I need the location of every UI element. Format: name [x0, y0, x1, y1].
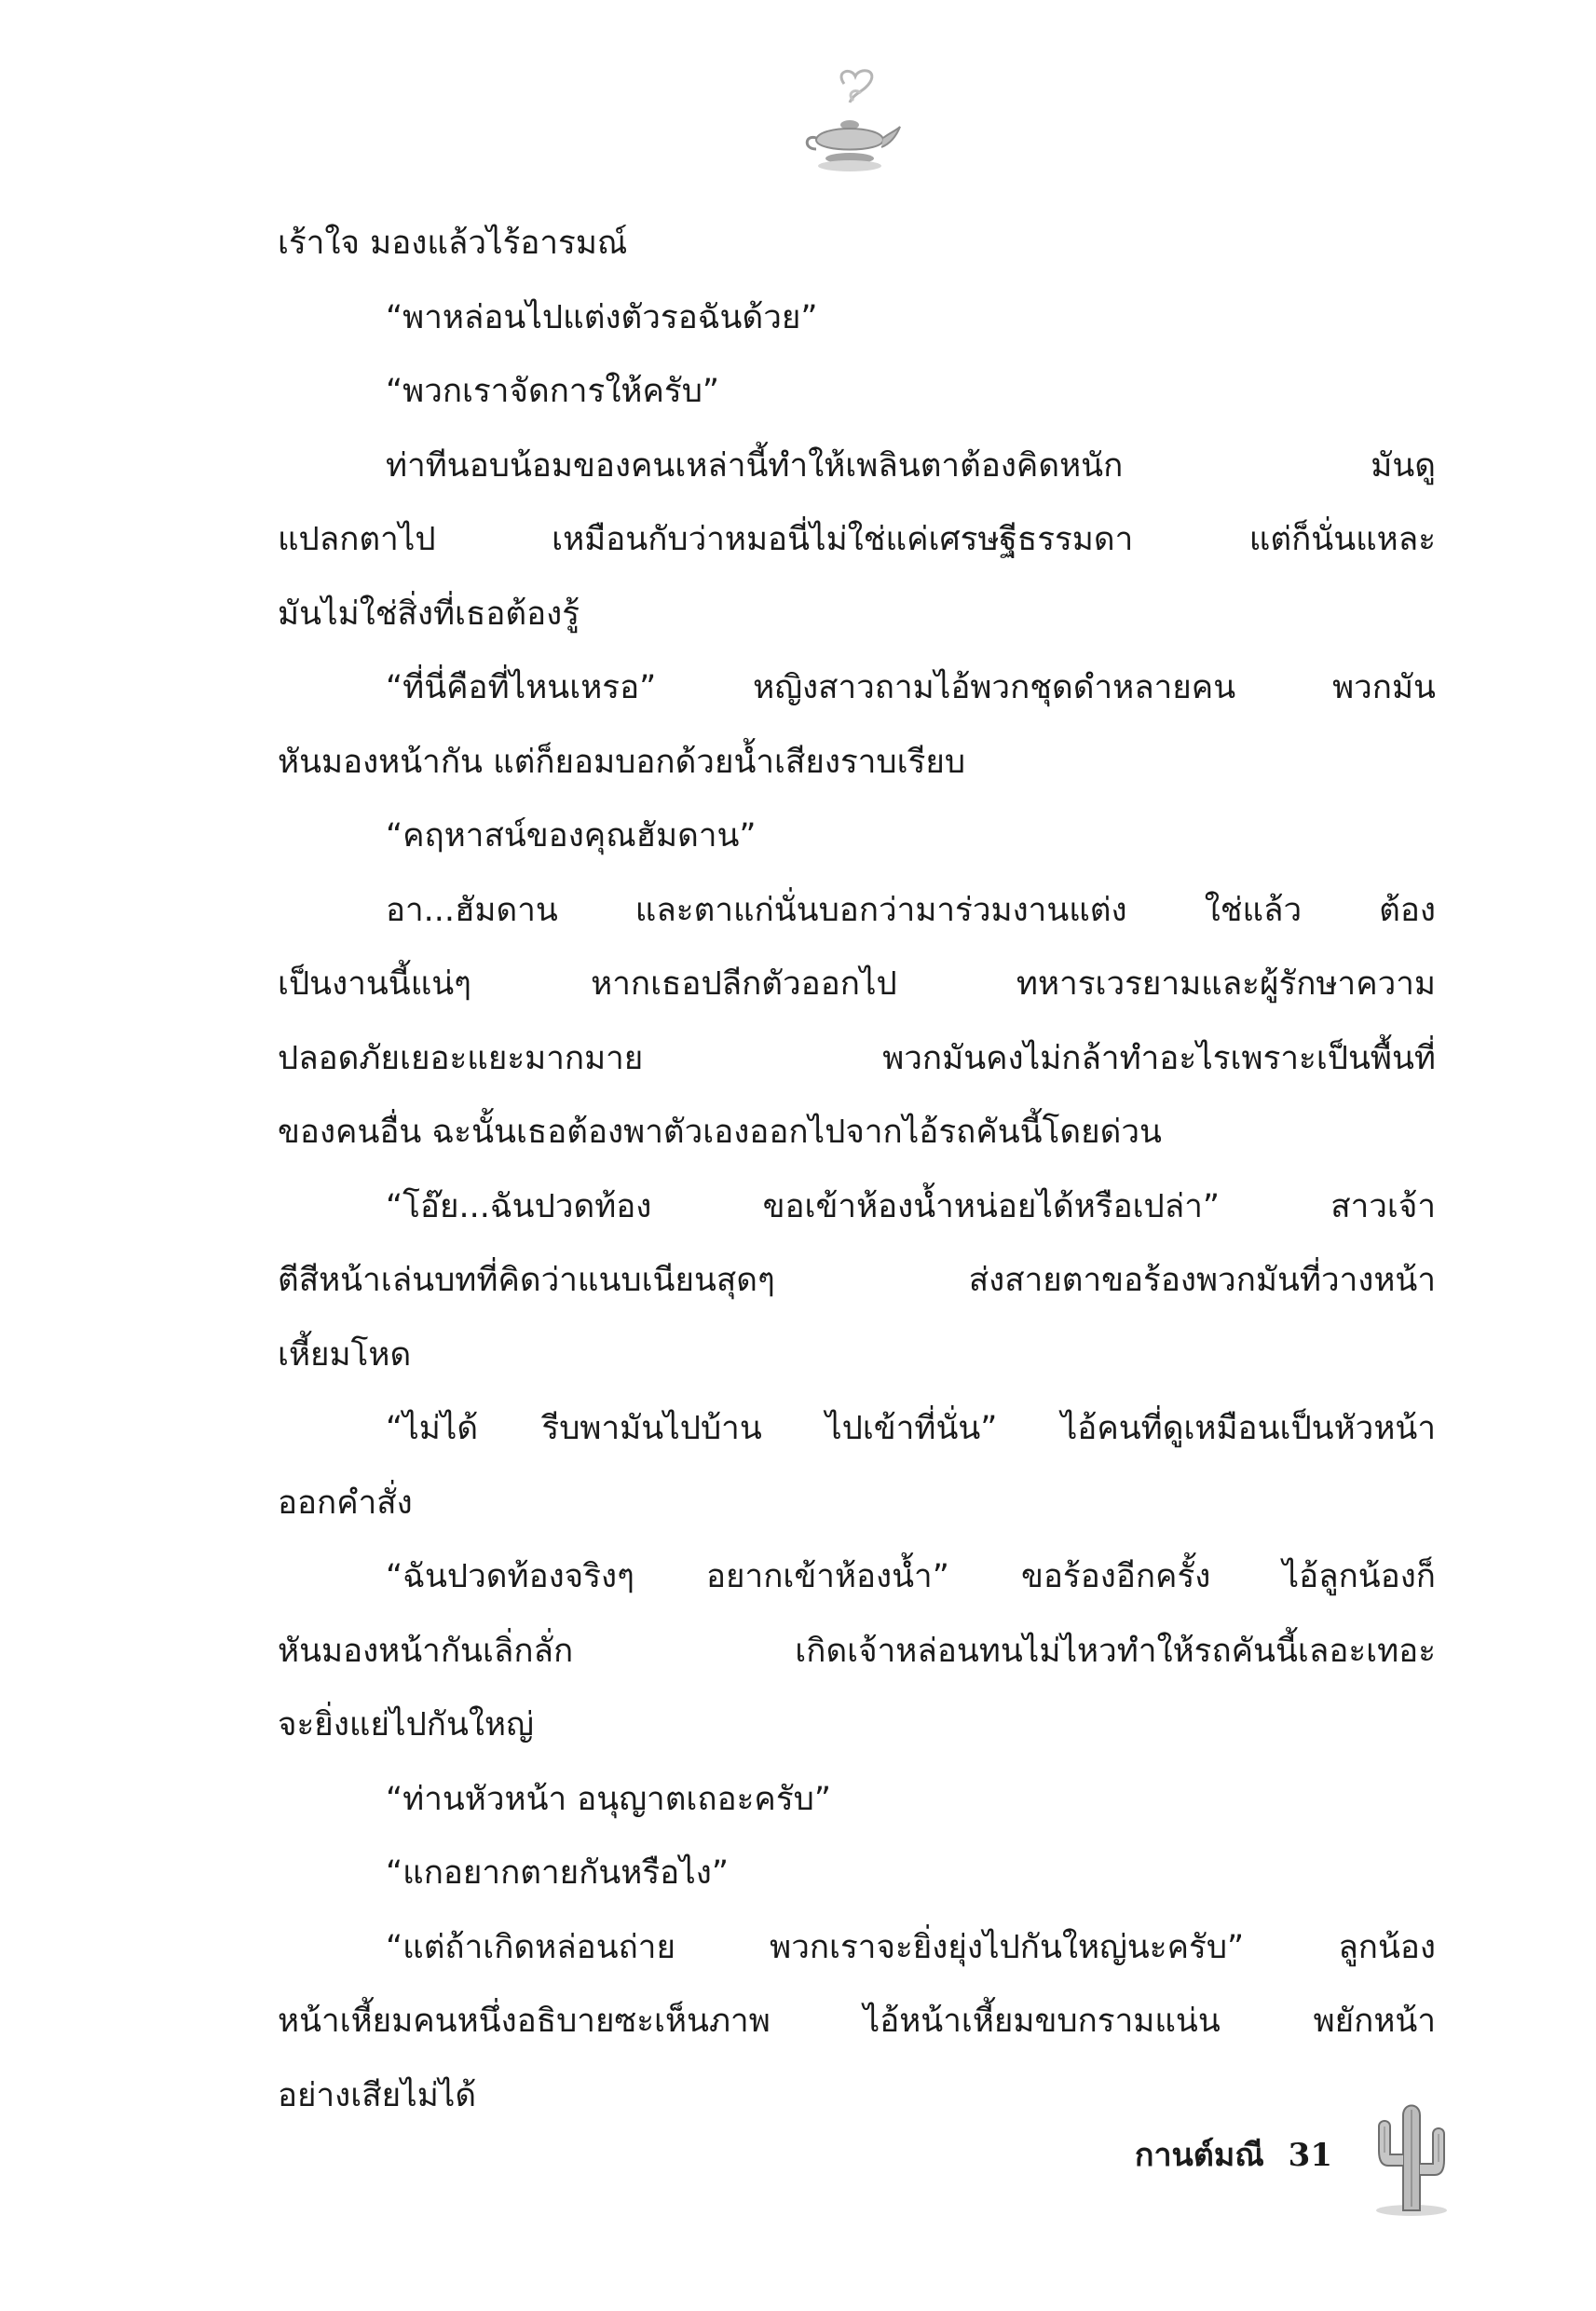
text-line: จะยิ่งแย่ไปกันใหญ่ [278, 1706, 534, 1744]
body-text [278, 207, 1436, 2133]
text-line: “ท่านหัวหน้า อนุญาตเถอะครับ” [386, 1780, 831, 1818]
text-line: “โอ๊ย...ฉันปวดท้อง ขอเข้าห้องน้ำหน่อยได้หรือเปล่า” สาวเจ้า [386, 1187, 1436, 1225]
text-line: “ฉันปวดท้องจริงๆ อยากเข้าห้องน้ำ” ขอร้องอีกครั้ง ไอ้ลูกน้องก็ [386, 1558, 1436, 1595]
text-line: เป็นงานนี้แน่ๆ หากเธอปลีกตัวออกไป ทหารเวรยามและผู้รักษาความ [278, 965, 1436, 1003]
text-line: ของคนอื่น ฉะนั้นเธอต้องพาตัวเองออกไปจากไอ้รถคันนี้โดยด่วน [278, 1114, 1162, 1151]
text-line: “ที่นี่คือที่ไหนเหรอ” หญิงสาวถามไอ้พวกชุดดำหลายคน พวกมัน [386, 669, 1436, 706]
cactus-icon [1360, 2087, 1463, 2218]
text-line: ออกคำสั่ง [278, 1484, 413, 1522]
text-line: หันมองหน้ากัน แต่ก็ยอมบอกด้วยน้ำเสียงราบเรียบ [278, 743, 966, 781]
text-line: “พวกเราจัดการให้ครับ” [386, 373, 720, 410]
text-line: เร้าใจ มองแล้วไร้อารมณ์ [278, 225, 628, 262]
text-line: “แต่ถ้าเกิดหล่อนถ่าย พวกเราจะยิ่งยุ่งไปกันใหญ่นะครับ” ลูกน้อง [386, 1928, 1436, 1966]
text-line: ตีสีหน้าเล่นบทที่คิดว่าแนบเนียนสุดๆ ส่งสายตาขอร้องพวกมันที่วางหน้า [278, 1262, 1436, 1299]
text-line: “แกอยากตายกันหรือไง” [386, 1854, 729, 1892]
text-line: หันมองหน้ากันเลิ่กลั่ก เกิดเจ้าหล่อนทนไม่ไหวทำให้รถคันนี้เลอะเทอะ [278, 1632, 1436, 1670]
magic-lamp-icon [798, 65, 902, 179]
text-line: อย่างเสียไม่ได้ [278, 2076, 477, 2114]
text-line: หน้าเหี้ยมคนหนึ่งอธิบายซะเห็นภาพ ไอ้หน้าเหี้ยมขบกรามแน่น พยักหน้า [278, 2003, 1436, 2040]
text-line: อา...ฮัมดาน และตาแก่นั่นบอกว่ามาร่วมงานแต่ง ใช่แล้ว ต้อง [386, 891, 1436, 929]
text-line: แปลกตาไป เหมือนกับว่าหมอนี่ไม่ใช่แค่เศรษฐีธรรมดา แต่ก็นั่นแหละ [278, 521, 1436, 558]
footer-book-title: กานต์มณี [1134, 2137, 1264, 2174]
page-number: 31 [1288, 2137, 1332, 2174]
text-line: มันไม่ใช่สิ่งที่เธอต้องรู้ [278, 595, 580, 633]
running-footer [1099, 2129, 1332, 2180]
text-line: เหี้ยมโหด [278, 1335, 412, 1374]
text-line: ปลอดภัยเยอะแยะมากมาย พวกมันคงไม่กล้าทำอะไรเพราะเป็นพื้นที่ [278, 1039, 1436, 1077]
text-line: ท่าทีนอบน้อมของคนเหล่านี้ทำให้เพลินตาต้องคิดหนัก มันดู [386, 446, 1436, 485]
text-line: “คฤหาสน์ของคุณฮัมดาน” [386, 817, 757, 855]
text-line: “พาหล่อนไปแต่งตัวรอฉันด้วย” [386, 298, 818, 336]
text-line: “ไม่ได้ รีบพามันไปบ้าน ไปเข้าที่นั่น” ไอ้คนที่ดูเหมือนเป็นหัวหน้า [386, 1410, 1436, 1447]
